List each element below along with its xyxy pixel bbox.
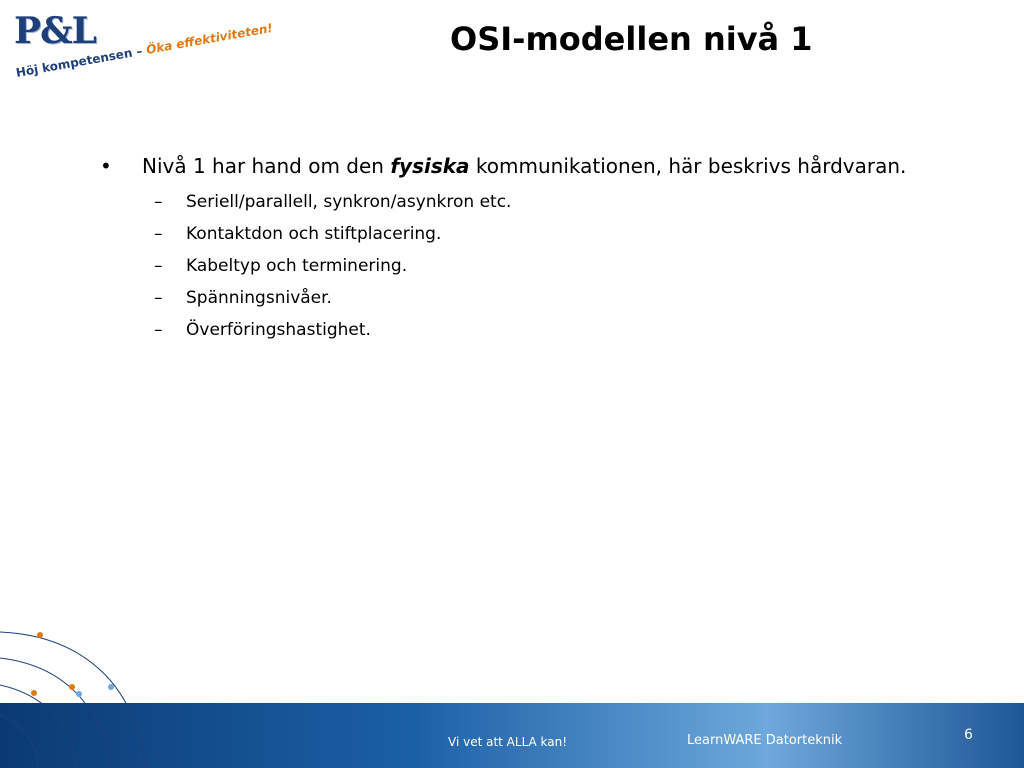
sub-bullet-item: [100, 218, 920, 250]
bullet-text-post: kommunikationen, här beskrivs hårdvaran.: [469, 154, 907, 178]
logo-slogan-highlight: Öka effektiviteten!: [145, 20, 274, 57]
sub-bullet-item: [100, 314, 920, 346]
dash-marker: –: [154, 288, 163, 308]
sub-bullet-list: [100, 186, 920, 346]
sub-bullet-text: Kontaktdon och stiftplacering.: [186, 224, 442, 244]
footer-course-name: LearnWARE Datorteknik: [687, 733, 843, 748]
sub-bullet-item: [100, 282, 920, 314]
dash-marker: –: [154, 320, 163, 340]
bullet-text-pre: Nivå 1 har hand om den: [142, 154, 391, 178]
orbit-decoration: [0, 610, 180, 768]
orbit-dot-orange: [37, 632, 43, 638]
main-bullet: [100, 152, 920, 180]
orbit-dot-blue: [76, 691, 82, 697]
bullet-text-emphasis: fysiska: [390, 154, 470, 178]
orbit-dot-orange: [31, 690, 37, 696]
orbit-dot-blue: [108, 684, 114, 690]
sub-bullet-text: Seriell/parallell, synkron/asynkron etc.: [186, 192, 512, 212]
sub-bullet-item: [100, 186, 920, 218]
slide-content: [100, 152, 920, 346]
bullet-marker: •: [100, 154, 112, 178]
company-logo: [12, 10, 274, 95]
orbit-arc: [0, 715, 38, 768]
footer-slogan: Vi vet att ALLA kan!: [448, 735, 568, 749]
sub-bullet-text: Överföringshastighet.: [186, 320, 371, 340]
logo-slogan-prefix: Höj kompetensen –: [14, 43, 148, 80]
sub-bullet-text: Kabeltyp och terminering.: [186, 256, 408, 276]
dash-marker: –: [154, 192, 163, 212]
sub-bullet-item: [100, 250, 920, 282]
orbit-arc: [0, 685, 76, 768]
dash-marker: –: [154, 256, 163, 276]
logo-brand: P&L: [14, 10, 96, 52]
orbit-dot-orange: [69, 684, 75, 690]
sub-bullet-text: Spänningsnivåer.: [186, 288, 332, 308]
page-number: 6: [964, 727, 973, 743]
dash-marker: –: [154, 224, 163, 244]
slide-title: OSI-modellen nivå 1: [450, 20, 813, 58]
orbit-arc: [0, 658, 112, 768]
